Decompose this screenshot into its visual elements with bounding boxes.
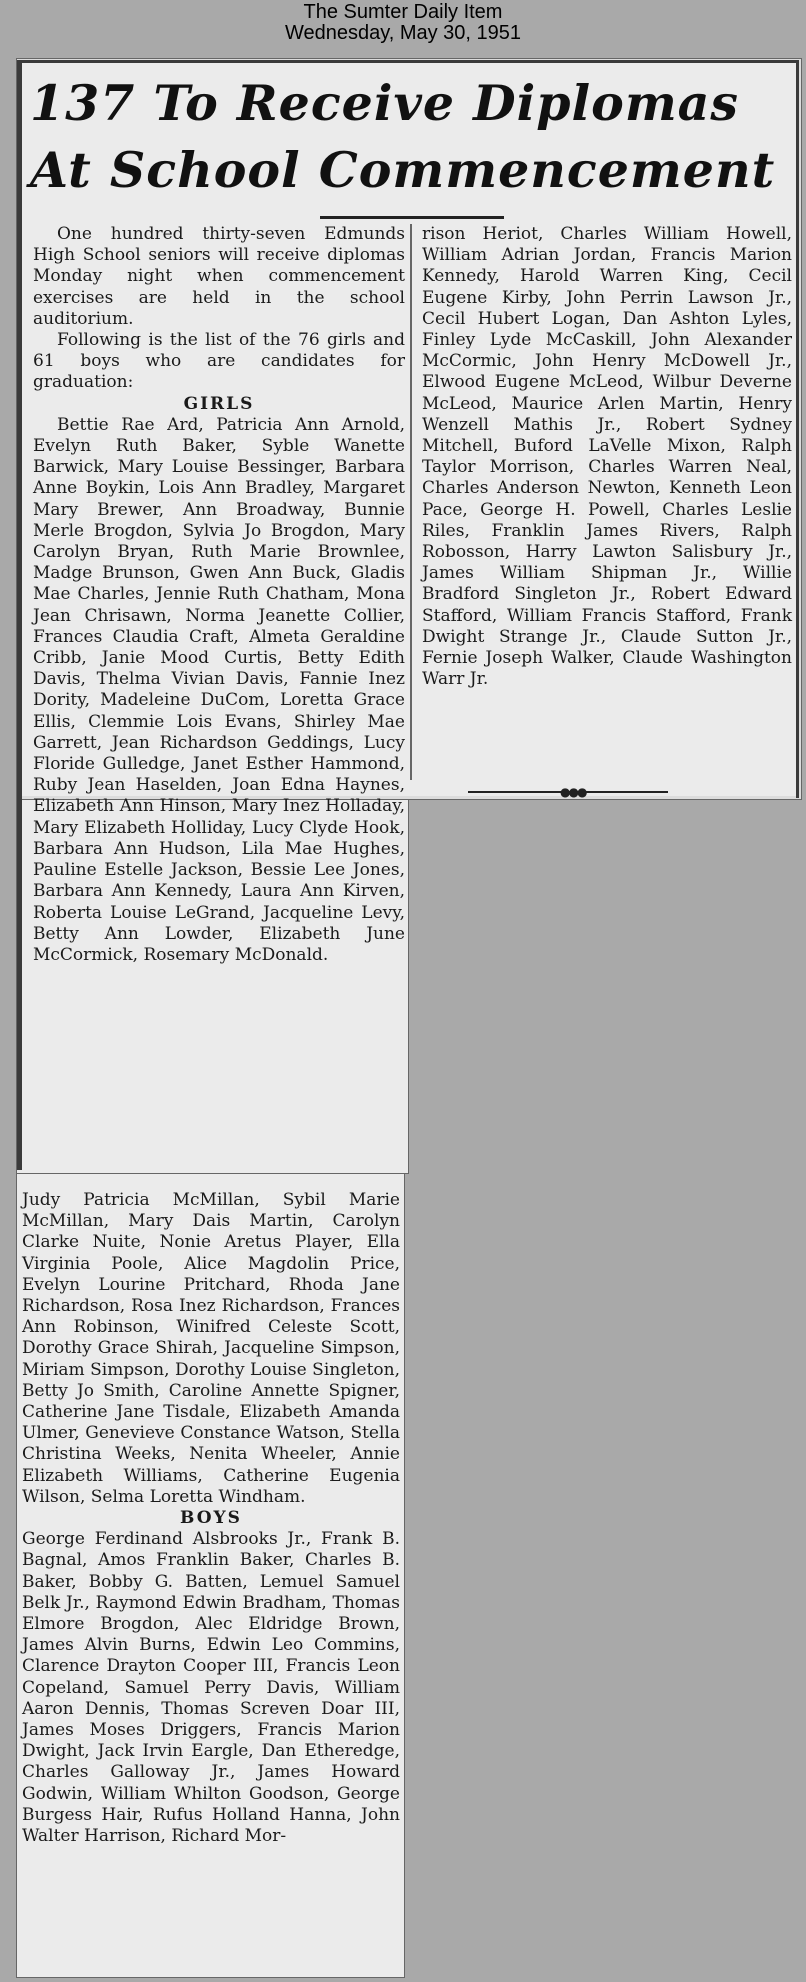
headline-line-2: At School Commencement xyxy=(30,141,776,199)
border-right xyxy=(796,60,799,798)
boys-list-part-2: rison Heriot, Charles William Howell, William Adrian Jordan, Francis Marion Kennedy, Harold Warren King, Cecil Eugene Kirby, John Perrin Lawson Jr., Cecil Hubert Logan, Dan Ashton Lyles, Finley Lyde McCaskill, John Alexander McCormic, John Henry McDowell Jr., Elwood Eugene McLeod, Wilbur Deverne McLeod, Maurice Arlen Martin, Henry Wenzell Mathis Jr., Robert Sydney Mitchell, Buford LaVelle Mixon, Ralph Taylor Morrison, Charles Warren Neal, Charles Anderson Newton, Kenneth Leon Pace, George H. Powell, Charles Leslie Riles, Franklin James Rivers, Ralph Robosson, Harry Lawton Salisbury Jr., James William Shipman Jr., Willie Bradford Singleton Jr., Robert Edward Stafford, William Francis Stafford, Frank Dwight Strange Jr., Claude Sutton Jr., Fernie Joseph Walker, Claude Washington Warr Jr. xyxy=(422,224,792,690)
girls-list-part-2: Judy Patricia McMillan, Sybil Marie McMillan, Mary Dais Martin, Carolyn Clarke Nuite, Nonie Aretus Player, Ella Virginia Poole, Alice Magdolin Price, Evelyn Lourine Pritchard, Rhoda Jane Richardson, Rosa Inez Richardson, Frances Ann Robinson, Winifred Celeste Scott, Dorothy Grace Shirah, Jacqueline Simpson, Miriam Simpson, Dorothy Louise Singleton, Betty Jo Smith, Caroline Annette Spigner, Catherine Jane Tisdale, Elizabeth Amanda Ulmer, Genevieve Constance Watson, Stella Christina Weeks, Nenita Wheeler, Annie Elizabeth Williams, Catherine Eugenia Wilson, Selma Loretta Windham. xyxy=(22,1190,400,1507)
end-ornament: ●●● xyxy=(560,785,586,799)
publication-name: The Sumter Daily Item xyxy=(303,1,503,23)
girls-heading: GIRLS xyxy=(183,393,255,414)
publication-date: Wednesday, May 30, 1951 xyxy=(284,22,522,44)
border-left xyxy=(17,60,22,1170)
article-column-2 xyxy=(422,224,792,690)
column-divider xyxy=(410,224,412,780)
intro-paragraph-1: One hundred thirty-seven Edmunds High School seniors will receive diplomas Monday night when commencement exercises are held in the school auditorium. xyxy=(33,224,405,329)
publication-header xyxy=(0,0,806,44)
article-column-1-continued xyxy=(22,1190,400,1847)
intro-paragraph-2: Following is the list of the 76 girls and 61 boys who are candidates for graduation: xyxy=(33,330,405,393)
girls-list-part-1: Bettie Rae Ard, Patricia Ann Arnold, Evelyn Ruth Baker, Syble Wanette Barwick, Mary Louise Bessinger, Barbara Anne Boykin, Lois Ann Bradley, Margaret Mary Brewer, Ann Broadway, Bunnie Merle Brogdon, Sylvia Jo Brogdon, Mary Carolyn Bryan, Ruth Marie Brownlee, Madge Brunson, Gwen Ann Buck, Gladis Mae Charles, Jennie Ruth Chatham, Mona Jean Chrisawn, Norma Jeanette Collier, Frances Claudia Craft, Almeta Geraldine Cribb, Janie Mood Curtis, Betty Edith Davis, Thelma Vivian Davis, Fannie Inez Dority, Madeleine DuCom, Loretta Grace Ellis, Clemmie Lois Evans, Shirley Mae Garrett, Jean Richardson Geddings, Lucy Floride Gulledge, Janet Esther Hammond, Ruby Jean Haselden, Joan Edna Haynes, Elizabeth Ann Hinson, Mary Inez Holladay, Mary Elizabeth Holliday, Lucy Clyde Hook, Barbara Ann Hudson, Lila Mae Hughes, Pauline Estelle Jackson, Bessie Lee Jones, Barbara Ann Kennedy, Laura Ann Kirven, Roberta Louise LeGrand, Jacqueline Levy, Betty Ann Lowder, Elizabeth June McCormick, Rosemary McDonald. xyxy=(33,414,405,965)
boys-list-part-1: George Ferdinand Alsbrooks Jr., Frank B. Bagnal, Amos Franklin Baker, Charles B. Baker, Bobby G. Batten, Lemuel Samuel Belk Jr., Raymond Edwin Bradham, Thomas Elmore Brogdon, Alec Eldridge Brown, James Alvin Burns, Edwin Leo Commins, Clarence Drayton Cooper III, Francis Leon Copeland, Samuel Perry Davis, William Aaron Dennis, Thomas Screven Doar III, James Moses Driggers, Francis Marion Dwight, Jack Irvin Eargle, Dan Etheredge, Charles Galloway Jr., James Howard Godwin, William Whilton Goodson, George Burgess Hair, Rufus Holland Hanna, John Walter Harrison, Richard Mor- xyxy=(22,1529,400,1847)
article-column-1 xyxy=(33,224,405,966)
headline xyxy=(30,70,790,204)
border-top xyxy=(17,60,799,63)
boys-heading: BOYS xyxy=(180,1508,242,1529)
headline-line-1: 137 To Receive Diplomas xyxy=(30,74,739,132)
headline-rule xyxy=(320,216,504,219)
